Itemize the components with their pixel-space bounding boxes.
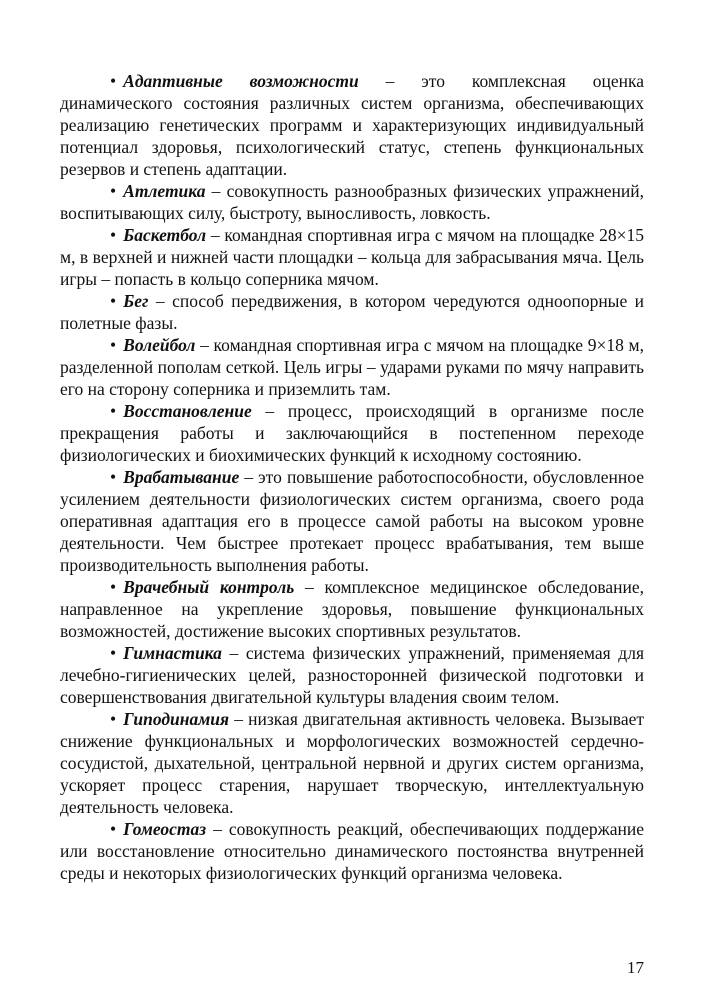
glossary-text: [60, 70, 644, 884]
glossary-term: Врабатывание: [123, 467, 240, 487]
bullet-icon: •: [110, 291, 117, 311]
glossary-definition: – командная спортивная игра с мячом на площадке 9×18 м, разделенной пополам сеткой. Цель игры – ударами руками по мячу направить его на сторону соперника и приземлить там.: [60, 335, 644, 399]
glossary-entry: [60, 334, 644, 400]
glossary-term: Врачебный контроль: [123, 577, 295, 597]
glossary-definition: – совокупность реакций, обеспечивающих поддержание или восстановление относительно динамического постоянства внутренней среды и некоторых физиологических функций организма человека.: [60, 819, 644, 883]
glossary-definition: – это повышение работоспособности, обусловленное усилением деятельности физиологических систем организма, своего рода оперативная адаптация его в процессе самой работы на высоком уровне деятельности. Чем быстрее протекает процесс врабатывания, тем выше производительность выполнения работы.: [60, 467, 644, 575]
bullet-icon: •: [110, 335, 117, 355]
glossary-entry: [60, 576, 644, 642]
glossary-term: Баскетбол: [123, 225, 207, 245]
glossary-term: Восстановление: [123, 401, 252, 421]
glossary-definition: – низкая двигательная активность человека. Вызывает снижение функциональных и морфологических возможностей сердечно-сосудистой, дыхательной, центральной нервной и других систем организма, ускоряет процесс старения, нарушает творческую, интеллектуальную деятельность человека.: [60, 709, 644, 817]
glossary-term: Атлетика: [123, 181, 206, 201]
glossary-term: Гомеостаз: [123, 819, 207, 839]
glossary-term: Адаптивные возможности: [123, 71, 359, 91]
glossary-definition: – совокупность разнообразных физических упражнений, воспитывающих силу, быстроту, выносливость, ловкость.: [60, 181, 644, 223]
glossary-definition: – система физических упражнений, применяемая для лечебно-гигиенических целей, разносторонней физической подготовки и совершенствования двигательной культуры владения своим телом.: [60, 643, 644, 707]
glossary-term: Волейбол: [123, 335, 196, 355]
bullet-icon: •: [110, 577, 117, 597]
glossary-definition: – процесс, происходящий в организме после прекращения работы и заключающийся в постепенном переходе физиологических и биохимических функций к исходному состоянию.: [60, 401, 644, 465]
glossary-entry: [60, 180, 644, 224]
glossary-entry: [60, 818, 644, 884]
glossary-term: Гиподинамия: [123, 709, 229, 729]
glossary-term: Бег: [123, 291, 149, 311]
glossary-entry: [60, 642, 644, 708]
glossary-entry: [60, 400, 644, 466]
glossary-definition: – комплексное медицинское обследование, направленное на укрепление здоровья, повышение функциональных возможностей, достижение высоких спортивных результатов.: [60, 577, 644, 641]
glossary-entry: [60, 290, 644, 334]
bullet-icon: •: [110, 643, 117, 663]
bullet-icon: •: [110, 71, 117, 91]
page-number: 17: [627, 958, 644, 977]
glossary-definition: – командная спортивная игра с мячом на площадке 28×15 м, в верхней и нижней части площадки – кольца для забрасывания мяча. Цель игры – попасть в кольцо соперника мячом.: [60, 225, 644, 289]
glossary-entry: [60, 224, 644, 290]
bullet-icon: •: [110, 709, 117, 729]
glossary-entry: [60, 70, 644, 180]
bullet-icon: •: [110, 467, 117, 487]
glossary-entry: [60, 708, 644, 818]
glossary-term: Гимнастика: [123, 643, 222, 663]
bullet-icon: •: [110, 819, 117, 839]
bullet-icon: •: [110, 225, 117, 245]
glossary-entry: [60, 466, 644, 576]
bullet-icon: •: [110, 181, 117, 201]
glossary-definition: – способ передвижения, в котором чередуются одноопорные и полетные фазы.: [60, 291, 644, 333]
bullet-icon: •: [110, 401, 117, 421]
glossary-definition: – это комплексная оценка динамического состояния различных систем организма, обеспечивающих реализацию генетических программ и характеризующих индивидуальный потенциал здоровья, психологический статус, степень функциональных резервов и степень адаптации.: [60, 71, 644, 179]
